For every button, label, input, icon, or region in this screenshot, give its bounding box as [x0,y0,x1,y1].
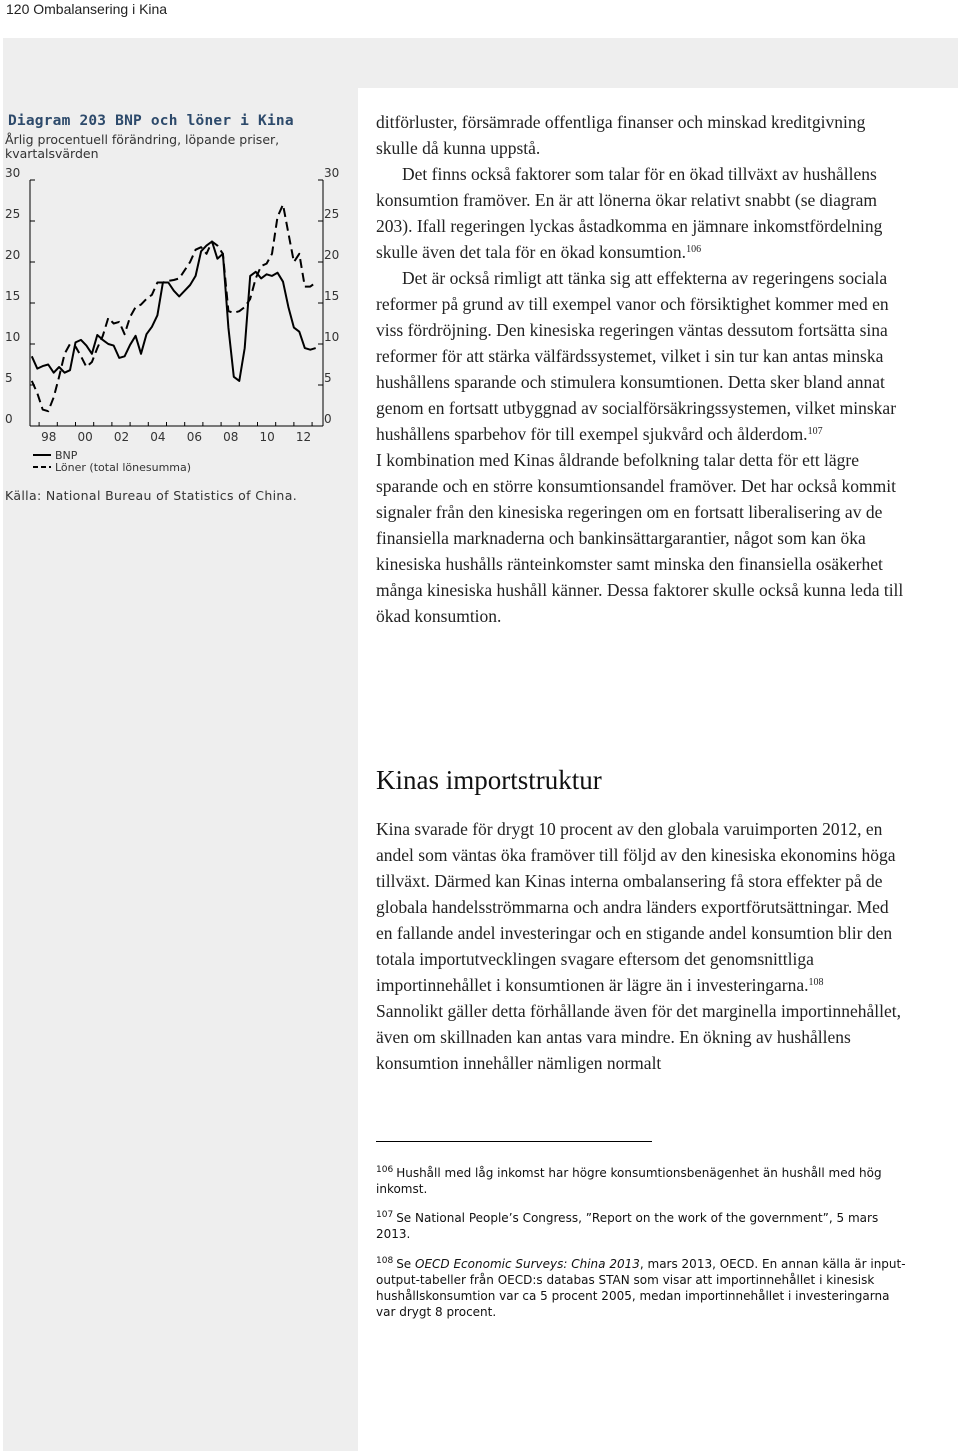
footnote-106-number: 106 [376,1165,394,1175]
paragraph-4: I kombination med Kinas åldrande befolkning talar detta för ett lägre sparande och en större konsumtionsandel framöver. Det har också kommit signaler från den kinesiska regeringen om en fortsatt liberalisering av de finansiella marknaderna och bankinsättargarantier, något som kan öka kinesiska hushålls ränteinkomster samt minska den finansiella osäkerhet många kinesiska hushåll känner. Dessa faktorer skulle också kunna leda till ökad konsumtion. [376,450,904,626]
section-paragraph-1-text: Kina svarade för drygt 10 procent av den globala varuimporten 2012, en andel som väntas öka framöver till följd av den kinesiska ekonomins höga tillväxt. Därmed kan Kinas interna ombalansering få stora effekter på de globala handelsströmmarna och andra länders exportförutsättningar. Med en fallande andel investeringar och en stigande andel konsumtion blir den totala importutvecklingen svagare eftersom det genomsnittliga importinnehållet i konsumtionen är lägre än i investeringarna. [376,819,896,995]
y-tick-label-right: 25 [324,207,340,221]
paragraph-3 [376,265,906,447]
body-column-top [376,109,906,629]
y-tick-label-left: 30 [5,166,21,180]
diagram-title: Diagram 203 BNP och löner i Kina [8,113,294,129]
diagram-subtitle: Årlig procentuell förändring, löpande priser, kvartalsvärden [5,132,280,161]
footnote-106-text: Hushåll med låg inkomst har högre konsumtionsbenägenhet än hushåll med hög inkomst. [376,1166,882,1196]
footnote-108-text: , mars 2013, OECD. En annan källa är input-output-tabeller från OECD:s databas STAN som visar att importinnehållet i kinesisk hushållskonsumtion var ca 5 procent 2005, medan importinnehållet i investeringarna var drygt 8 procent. [376,1257,906,1319]
section-paragraph-1 [376,816,906,998]
y-tick-label-right: 15 [324,289,340,303]
gdp-wages-chart [0,166,355,486]
y-tick-label-right: 0 [324,412,332,426]
section-paragraph-2: Sannolikt gäller detta förhållande även för det marginella importinnehållet, även om skillnaden kan antas vara mindre. En ökning av hushållens konsumtion innehåller nämligen normalt [376,1001,901,1073]
paragraph-3-text: Det är också rimligt att tänka sig att effekterna av regeringens sociala reformer på grund av till exempel vanor och försiktighet kommer med en viss fördröjning. Den kinesiska regeringen väntas dessutom fortsätta sina reformer för att stärka välfärdssystemet, vilket i sin tur kan antas minska hushållens sparande och stimulera konsumtionen. Detta sker bland annat genom en fortsatt utbyggnad av socialförsäkringssystemen, vilket minskar hushållens sparbehov för till exempel sjukvård och ålderdom. [376,268,897,444]
series-line-loner [32,205,316,412]
x-tick-label: 06 [186,430,202,444]
series-line-bnp [32,242,316,381]
legend-label-loner: Löner (total lönesumma) [55,461,192,474]
diagram-source: Källa: National Bureau of Statistics of China. [5,488,298,503]
footnote-108-pre: Se [396,1257,416,1271]
footnote-108-italic: OECD Economic Surveys: China 2013 [415,1257,640,1271]
paragraph-1: ditförluster, försämrade offentliga finanser och minskad kreditgivning skulle då kunna uppstå. [376,112,866,158]
y-tick-label-right: 10 [324,330,340,344]
footnote-ref-107[interactable]: 107 [807,426,823,437]
paragraph-2 [376,161,906,265]
footnote-108-number: 108 [376,1256,394,1266]
footnote-108 [376,1256,906,1320]
chart-lines [32,205,316,412]
x-tick-label: 10 [259,430,275,444]
y-tick-label-left: 25 [5,207,21,221]
y-tick-label-left: 15 [5,289,21,303]
top-gray-band [3,38,958,88]
footnote-107-number: 107 [376,1210,394,1220]
footnote-106 [376,1165,906,1197]
chart-legend [33,449,191,474]
x-tick-label: 02 [113,430,130,444]
y-tick-label-right: 5 [324,371,332,385]
x-tick-label: 04 [150,430,166,444]
y-tick-label-left: 10 [5,330,21,344]
y-tick-label-left: 20 [5,248,21,262]
footnote-107-text: Se National People’s Congress, ”Report on the work of the government”, 5 mars 2013. [376,1211,879,1241]
body-column-section [376,816,906,1076]
footnote-divider [376,1141,652,1142]
page-header [0,0,960,20]
page-number-label: 120 Ombalansering i Kina [6,1,168,17]
footnote-ref-108[interactable]: 108 [808,977,824,988]
footnote-107 [376,1210,906,1242]
x-tick-label: 98 [41,430,57,444]
x-tick-label: 12 [295,430,312,444]
legend-label-bnp: BNP [55,449,78,462]
y-tick-label-right: 30 [324,166,340,180]
x-tick-label: 00 [77,430,93,444]
paragraph-2-text: Det finns också faktorer som talar för en ökad tillväxt av hushållens konsumtion framöver. En är att lönerna ökar relativt snabbt (se diagram 203). Ifall regeringen lyckas åstadkomma en jämnare inkomstfördelning skulle även det tala för en ökad konsumtion. [376,164,883,262]
footnote-ref-106[interactable]: 106 [686,244,702,255]
chart-axes [5,166,339,444]
y-tick-label-left: 0 [5,412,13,426]
section-heading: Kinas importstruktur [376,765,602,795]
x-tick-label: 08 [223,430,239,444]
y-tick-label-right: 20 [324,248,340,262]
y-tick-label-left: 5 [5,371,13,385]
